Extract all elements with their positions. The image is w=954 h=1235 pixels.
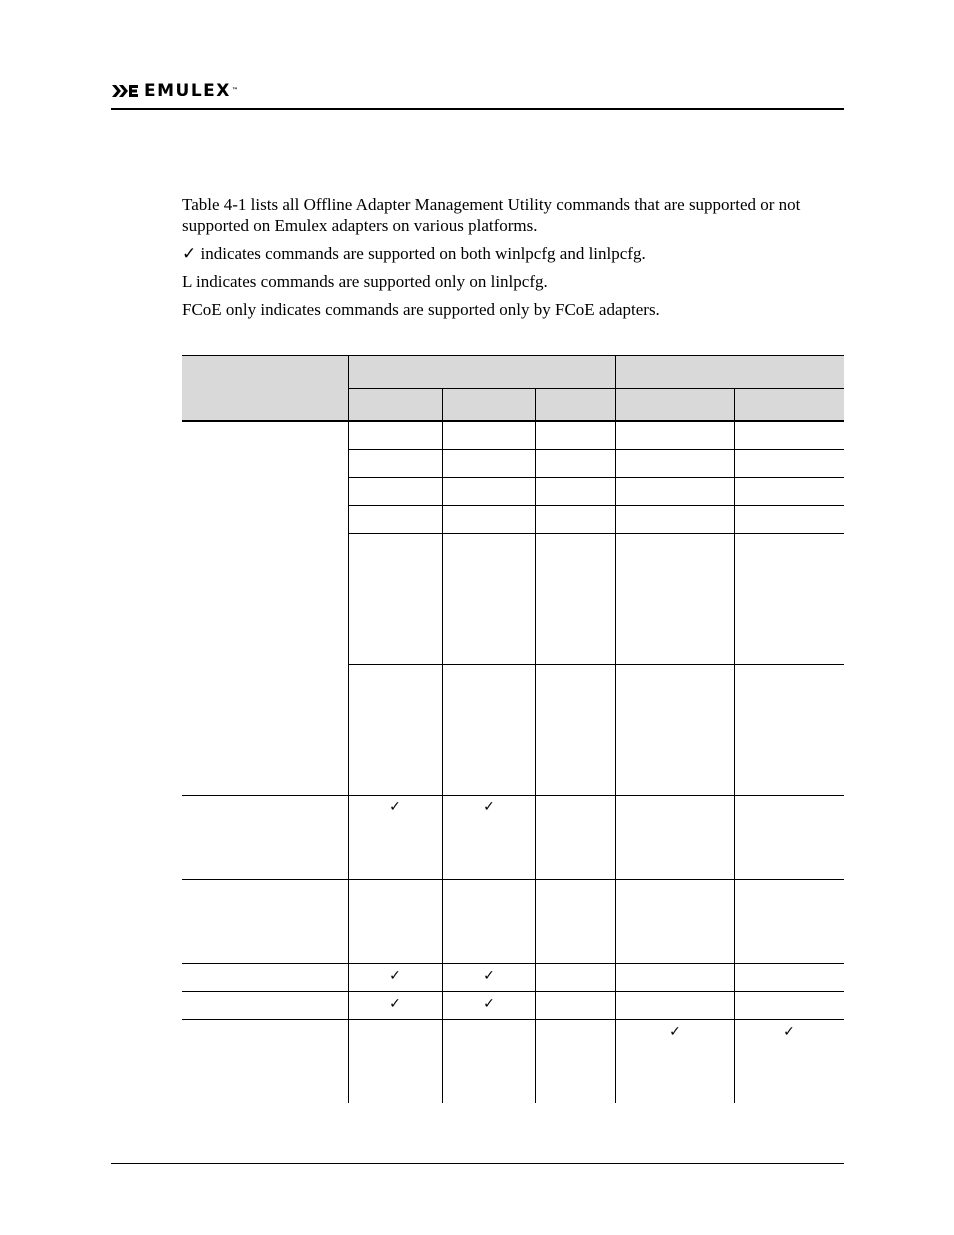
table-column-rule <box>442 388 443 1103</box>
check-mark: ✓ <box>389 996 401 1012</box>
table-rule <box>348 388 844 389</box>
header-rule <box>111 108 844 110</box>
table-rule <box>348 449 844 450</box>
table-rule <box>182 879 844 880</box>
legend-check-note: ✓ indicates commands are supported on both winlpcfg and linlpcfg. <box>182 244 646 263</box>
emulex-logo <box>111 81 239 101</box>
logo-text: EMULEX™ <box>144 81 240 101</box>
table-header-background <box>182 355 844 420</box>
table-column-rule <box>615 355 616 1103</box>
table-rule <box>182 1019 844 1020</box>
check-mark: ✓ <box>669 1024 681 1040</box>
footer-rule <box>111 1163 844 1164</box>
check-mark: ✓ <box>483 996 495 1012</box>
intro-paragraph: Table 4-1 lists all Offline Adapter Management Utility commands that are supported or not supported on Emulex adapters on various platforms. <box>182 195 801 235</box>
check-mark: ✓ <box>783 1024 795 1040</box>
table-rule <box>348 477 844 478</box>
table-rule <box>348 533 844 534</box>
table-column-rule <box>348 355 349 1103</box>
check-mark: ✓ <box>389 968 401 984</box>
table-rule <box>348 505 844 506</box>
table-rule <box>182 420 844 422</box>
table-rule <box>182 991 844 992</box>
table-rule <box>182 963 844 964</box>
emulex-logo-icon <box>111 83 139 99</box>
page-header <box>111 78 844 110</box>
table-column-rule <box>734 388 735 1103</box>
table-rule <box>182 355 844 356</box>
check-mark: ✓ <box>483 968 495 984</box>
table-rule <box>348 664 844 665</box>
legend-l-note: L indicates commands are supported only on linlpcfg. <box>182 272 548 291</box>
table-column-rule <box>535 388 536 1103</box>
table-rule <box>182 795 844 796</box>
check-mark: ✓ <box>389 799 401 815</box>
check-mark: ✓ <box>483 799 495 815</box>
legend-fcoe-note: FCoE only indicates commands are supported only by FCoE adapters. <box>182 300 660 319</box>
